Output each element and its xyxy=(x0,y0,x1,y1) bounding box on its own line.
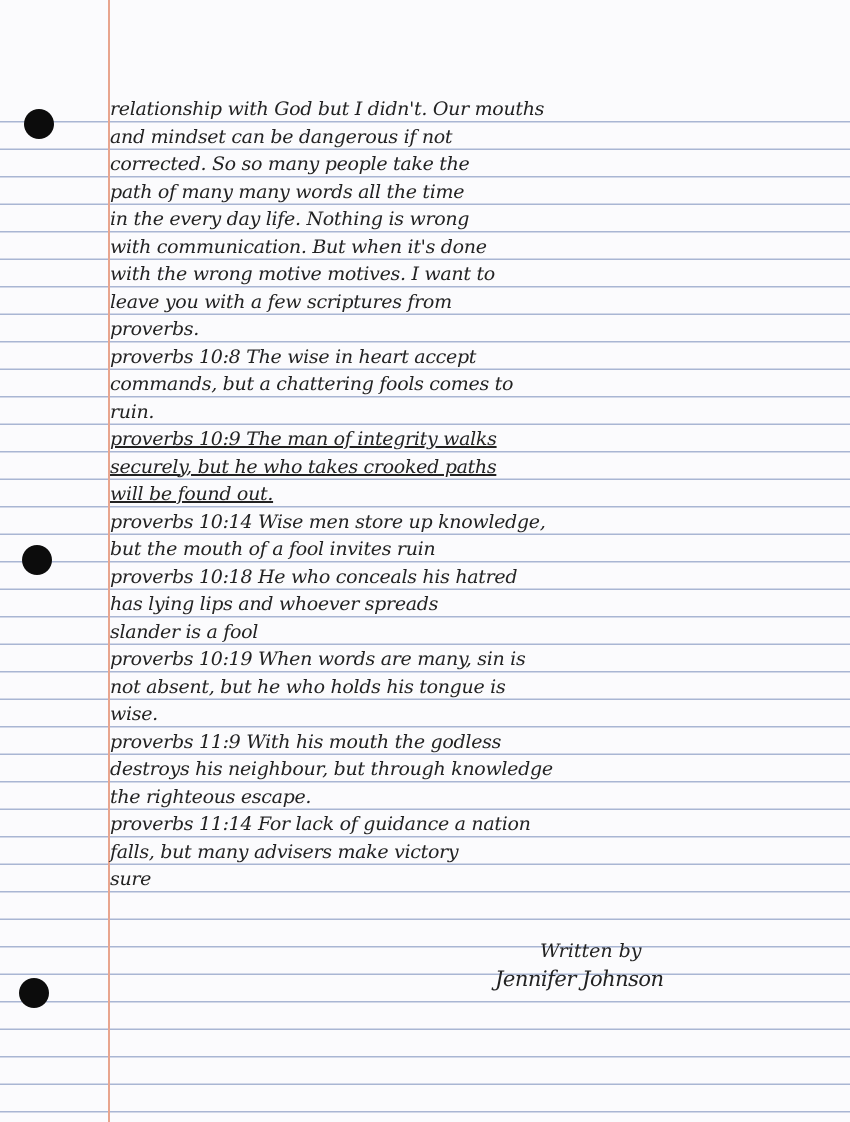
punch-hole-top xyxy=(24,109,54,139)
signature-block xyxy=(495,938,735,994)
text-line: proverbs 10:18 He who conceals his hatred xyxy=(110,565,518,588)
text-line: and mindset can be dangerous if not xyxy=(110,125,453,148)
author-signature: Jennifer Johnson xyxy=(495,967,664,991)
written-by-label: Written by xyxy=(540,940,642,962)
text-line: with the wrong motive motives. I want to xyxy=(110,263,495,285)
punch-hole-middle xyxy=(22,545,52,575)
text-line: slander is a fool xyxy=(110,620,259,643)
text-line: proverbs 11:9 With his mouth the godless xyxy=(110,730,502,753)
handwritten-text xyxy=(110,96,840,894)
underlined-verse-line xyxy=(110,481,840,509)
text-line: proverbs 10:19 When words are many, sin is xyxy=(110,648,526,670)
text-line: the righteous escape. xyxy=(110,785,312,808)
text-line: proverbs. xyxy=(110,318,199,340)
text-line: not absent, but he who holds his tongue is xyxy=(110,675,506,698)
text-line: securely, but he who takes crooked paths xyxy=(110,455,497,478)
text-line: path of many many words all the time xyxy=(110,180,465,203)
text-line: but the mouth of a fool invites ruin xyxy=(110,538,436,560)
text-line: commands, but a chattering fools comes to xyxy=(110,373,514,395)
underlined-verse-line xyxy=(110,426,840,454)
text-line: proverbs 11:14 For lack of guidance a nation xyxy=(110,813,531,835)
text-line: falls, but many advisers make victory xyxy=(110,840,459,863)
text-line: relationship with God but I didn't. Our mouths xyxy=(110,98,545,120)
text-line: will be found out. xyxy=(110,483,274,505)
underlined-verse-line xyxy=(110,454,840,482)
text-line: sure xyxy=(110,868,152,890)
text-line: ruin. xyxy=(110,400,155,423)
text-line: destroys his neighbour, but through knowledge xyxy=(110,758,553,780)
text-line: leave you with a few scriptures from xyxy=(110,290,452,313)
text-line: proverbs 10:8 The wise in heart accept xyxy=(110,345,477,368)
text-line: with communication. But when it's done xyxy=(110,235,487,258)
text-line: proverbs 10:14 Wise men store up knowledge, xyxy=(110,510,546,533)
text-line: wise. xyxy=(110,703,158,725)
text-line: has lying lips and whoever spreads xyxy=(110,593,439,615)
text-line: proverbs 10:9 The man of integrity walks xyxy=(110,428,497,450)
punch-hole-bottom xyxy=(19,978,49,1008)
text-line: corrected. So so many people take the xyxy=(110,153,470,175)
text-line: in the every day life. Nothing is wrong xyxy=(110,208,470,230)
